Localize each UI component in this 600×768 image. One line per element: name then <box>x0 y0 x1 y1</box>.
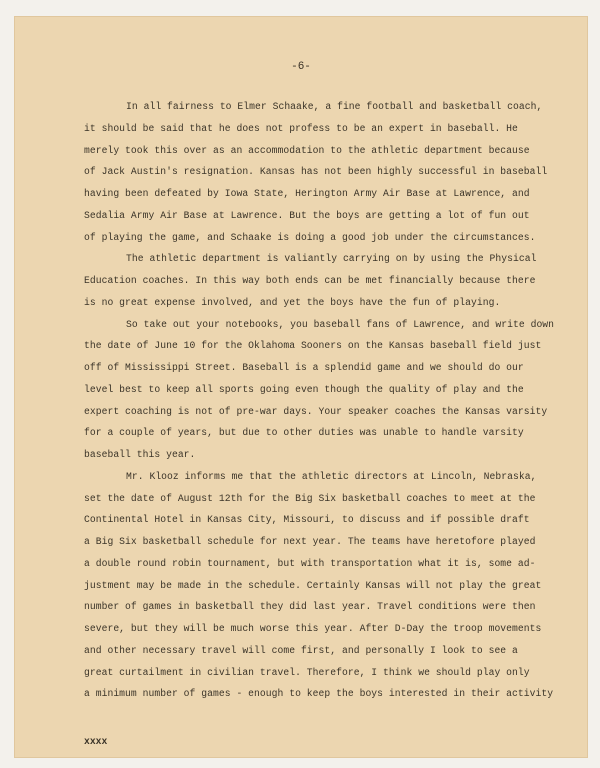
text-line: justment may be made in the schedule. Certainly Kansas will not play the great <box>84 579 542 591</box>
text-line: the date of June 10 for the Oklahoma Sooners on the Kansas baseball field just <box>84 340 542 352</box>
text-line: off of Mississippi Street. Baseball is a splendid game and we should do our <box>84 362 524 373</box>
document-page <box>14 16 588 758</box>
text-line: and other necessary travel will come first, and personally I look to see a <box>84 644 518 656</box>
text-line: merely took this over as an accommodation to the athletic department because <box>84 144 530 156</box>
document-body <box>84 96 559 705</box>
text-line: set the date of August 12th for the Big Six basketball coaches to meet at the <box>84 492 536 504</box>
text-line: expert coaching is not of pre-war days. Your speaker coaches the Kansas varsity <box>84 405 548 417</box>
text-line: a minimum number of games - enough to keep the boys interested in their activity <box>84 688 554 700</box>
text-line: of Jack Austin's resignation. Kansas has not been highly successful in baseball <box>84 166 548 178</box>
text-line: level best to keep all sports going even though the quality of play and the <box>84 383 524 395</box>
text-line: great curtailment in civilian travel. Therefore, I think we should play only <box>84 666 530 678</box>
text-line: Continental Hotel in Kansas City, Missouri, to discuss and if possible draft <box>84 514 530 526</box>
page-number: -6- <box>291 61 311 73</box>
text-line: of playing the game, and Schaake is doing a good job under the circumstances. <box>84 231 536 243</box>
text-line: number of games in basketball they did last year. Travel conditions were then <box>84 601 536 613</box>
text-line: Mr. Klooz informs me that the athletic directors at Lincoln, Nebraska, <box>126 470 537 482</box>
text-line: So take out your notebooks, you baseball fans of Lawrence, and write down <box>126 318 555 330</box>
text-line: The athletic department is valiantly carrying on by using the Physical <box>126 253 537 265</box>
text-line: baseball this year. <box>84 449 196 460</box>
text-line: is no great expense involved, and yet the boys have the fun of playing. <box>84 296 501 308</box>
text-line: a double round robin tournament, but with transportation what it is, some ad- <box>84 557 536 569</box>
text-line: In all fairness to Elmer Schaake, a fine football and basketball coach, <box>126 101 543 112</box>
text-line: for a couple of years, but due to other duties was unable to handle varsity <box>84 427 524 439</box>
text-line: a Big Six basketball schedule for next year. The teams have heretofore played <box>84 536 536 547</box>
text-line: Sedalia Army Air Base at Lawrence. But the boys are getting a lot of fun out <box>84 209 530 221</box>
text-line: it should be said that he does not profess to be an expert in baseball. He <box>84 122 518 134</box>
text-line: Education coaches. In this way both ends can be met financially because there <box>84 275 536 286</box>
text-line: having been defeated by Iowa State, Herington Army Air Base at Lawrence, and <box>84 188 530 199</box>
footer-mark: xxxx <box>84 736 108 747</box>
text-line: severe, but they will be much worse this year. After D-Day the troop movements <box>84 623 542 634</box>
